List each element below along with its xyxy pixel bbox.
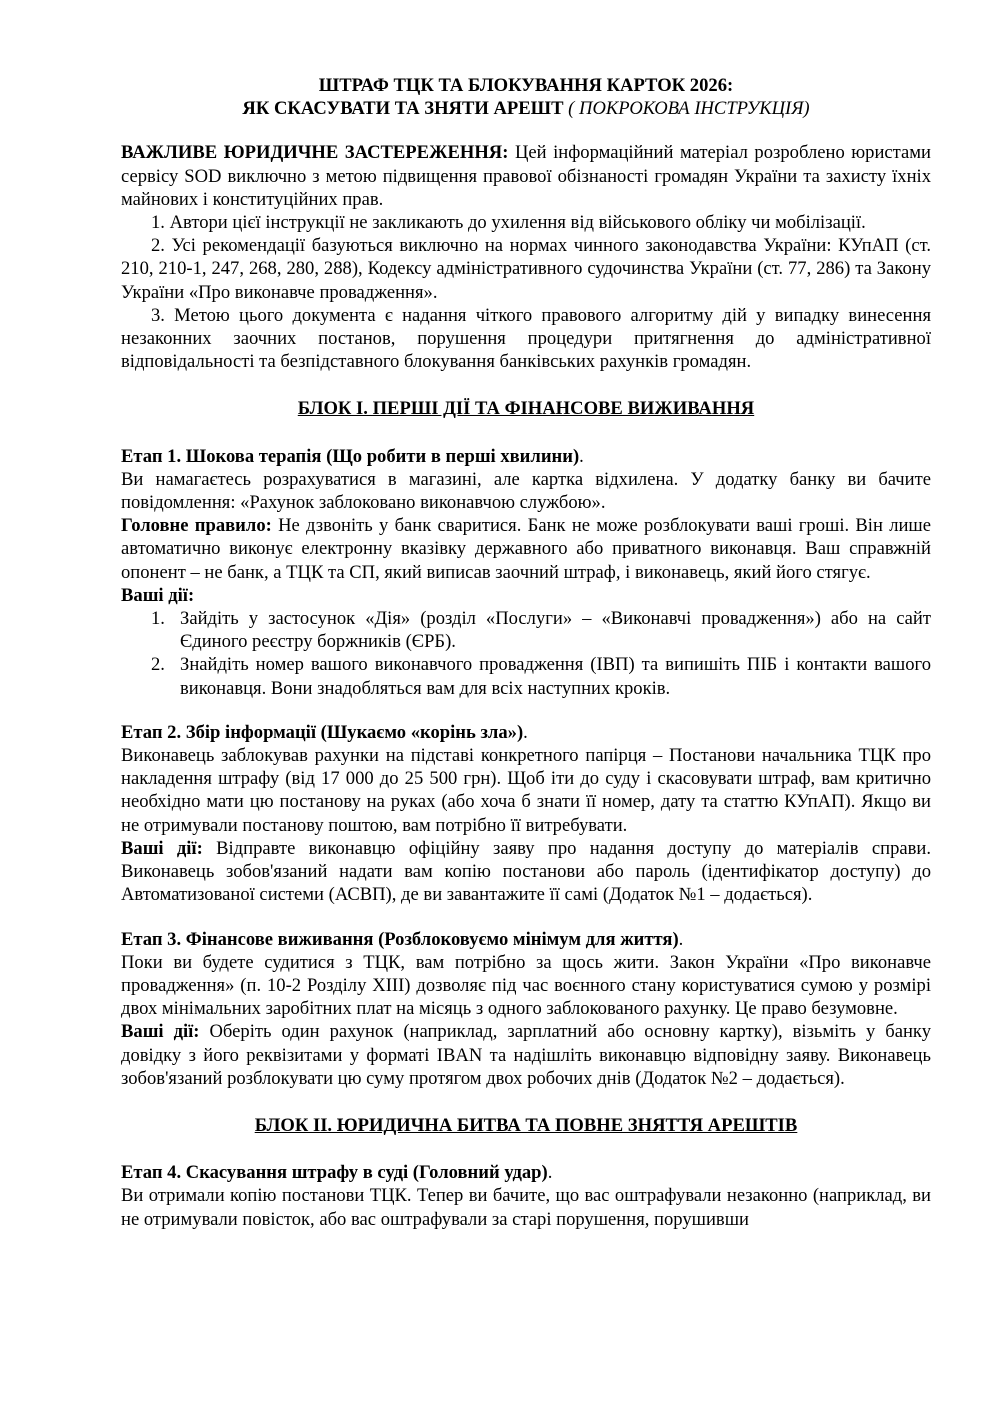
stage-3-text: Поки ви будете судитися з ТЦК, вам потрібно за щось жити. Закон України «Про виконавче провадження» (п. 10-2 Розділу XIII) дозволяє під час воєнного стану користуватися сумою у розмірі двох мінімальних заробітних плат на місяць з одного заблокованого рахунку. Це право безумовне.: [121, 951, 931, 1020]
stage-3-title: Етап 3. Фінансове виживання (Розблоковуємо мінімум для життя): [121, 928, 679, 950]
actions-text: Відправте виконавцю офіційну заяву про надання доступу до матеріалів справи. Виконавець зобов'язаний надати вам копію постанови або пароль (ідентифікатор доступу) до Автоматизованої системи (АСВП), де ви завантажите її самі (Додаток №1 – додається).: [121, 837, 932, 906]
stage-3: [121, 928, 931, 1090]
list-item-text: Зайдіть у застосунок «Дія» (розділ «Послуги» – «Виконавчі провадження») або на сайт Єдиного реєстру боржників (ЄРБ).: [180, 608, 931, 653]
actions-label: Ваші дії:: [121, 837, 203, 859]
stage-4-dot: .: [547, 1162, 553, 1184]
actions-label: Ваші дії:: [121, 1021, 200, 1043]
stage-2-dot: .: [523, 721, 528, 743]
list-item-number: 1.: [151, 608, 165, 630]
disclaimer-item: 2. Усі рекомендації базуються виключно на нормах чинного законодавства України: КУпАП (ст. 210, 210-1, 247, 268, 280, 288), Кодексу адміністративного судочинства України (ст. 77, 286) та Закону України «Про виконавче провадження».: [121, 235, 931, 303]
title-line-2: [121, 97, 931, 120]
disclaimer-item: 1. Автори цієї інструкції не закликають до ухилення від військового обліку чи мобілізації.: [151, 212, 866, 234]
stage-1-text: Ви намагаєтесь розрахуватися в магазині, але картка відхилена. У додатку банку ви бачите повідомлення: «Рахунок заблоковано виконавчою службою».: [121, 468, 931, 514]
block-1-heading: БЛОК I. ПЕРШІ ДІЇ ТА ФІНАНСОВЕ ВИЖИВАННЯ: [297, 398, 755, 420]
list-item: [121, 607, 931, 653]
stage-3-dot: .: [678, 928, 684, 950]
actions-text: Оберіть один рахунок (наприклад, зарплатний або основну картку), візьміть у банку довідку з його реквізитами у форматі IBAN та надішліть виконавцю відповідну заяву. Виконавець зобов'язаний розблокувати цю суму протягом двох робочих днів (Додаток №2 – додається).: [121, 1021, 931, 1089]
stage-3-heading: [121, 928, 931, 951]
list-item-text: Знайдіть номер вашого виконавчого провадження (ІВП) та випишіть ПІБ і контакти вашого виконавця. Вони знадобляться вам для всіх наступних кроків.: [180, 654, 931, 699]
title-line-2-main: ЯК СКАСУВАТИ ТА ЗНЯТИ АРЕШТ: [242, 98, 564, 120]
stage-2-heading: [121, 721, 931, 744]
disclaimer-intro: [121, 141, 931, 211]
stage-1-dot: .: [579, 445, 584, 467]
stage-4-title: Етап 4. Скасування штрафу в суді (Головний удар): [121, 1162, 548, 1184]
stage-4-heading: [121, 1161, 931, 1184]
stage-1: [121, 445, 931, 700]
disclaimer-text: Цей інформаційний матеріал розроблено юристами сервісу SOD виключно з метою підвищення правової обізнаності громадян України та захисту їхніх майнових і конституційних прав.: [121, 142, 931, 210]
rule-text: Не дзвоніть у банк сваритися. Банк не може розблокувати ваші гроші. Він лише автоматично виконує електронну вказівку державного або приватного виконавця. Ваш справжній опонент – не банк, а ТЦК та СП, який виписав заочний штраф, і виконавець, який його стягує.: [121, 515, 931, 583]
disclaimer-item: 3. Метою цього документа є надання чіткого правового алгоритму дій у випадку винесення незаконних заочних постанов, порушення процедури притягнення до адміністративної відповідальності та безпідставного блокування банківських рахунків громадян.: [121, 304, 931, 373]
stage-2: [121, 721, 931, 907]
list-item-number: 2.: [151, 654, 165, 676]
rule-label: Головне правило:: [121, 515, 272, 537]
stage-1-actions-label: Ваші дії:: [121, 584, 195, 606]
stage-1-heading: [121, 445, 931, 468]
document-title: [121, 74, 931, 120]
legal-disclaimer: [121, 141, 931, 373]
title-line-2-subtitle: ( ПОКРОКОВА ІНСТРУКЦІЯ): [568, 98, 810, 120]
disclaimer-label: ВАЖЛИВЕ ЮРИДИЧНЕ ЗАСТЕРЕЖЕННЯ:: [121, 142, 509, 164]
stage-2-text: Виконавець заблокував рахунки на підставі конкретного папірця – Постанови начальника ТЦК про накладення штрафу (від 17 000 до 25 500 грн). Щоб іти до суду і скасовувати штраф, вам критично необхідно мати цю постанову на руках (або хоча б знати її номер, дату та статтю КУпАП). Якщо ви не отримували постанову поштою, вам потрібно її витребувати.: [121, 745, 931, 836]
list-item: [121, 653, 931, 699]
stage-4-text: Ви отримали копію постанови ТЦК. Тепер ви бачите, що вас оштрафували незаконно (наприклад, ви не отримували повісток, або вас оштрафували за старі порушення, порушивши: [121, 1185, 931, 1230]
stage-2-actions: [121, 837, 931, 907]
block-2-heading: БЛОК II. ЮРИДИЧНА БИТВА ТА ПОВНЕ ЗНЯТТЯ АРЕШТІВ: [254, 1114, 798, 1136]
stage-3-actions: [121, 1020, 931, 1090]
stage-2-title: Етап 2. Збір інформації (Шукаємо «корінь зла»): [121, 721, 524, 743]
stage-4: [121, 1161, 931, 1231]
title-line-1: ШТРАФ ТЦК ТА БЛОКУВАННЯ КАРТОК 2026:: [318, 75, 734, 96]
stage-1-steps: [121, 607, 931, 700]
stage-1-title: Етап 1. Шокова терапія (Що робити в перші хвилини): [121, 445, 580, 467]
stage-1-rule: [121, 514, 931, 584]
